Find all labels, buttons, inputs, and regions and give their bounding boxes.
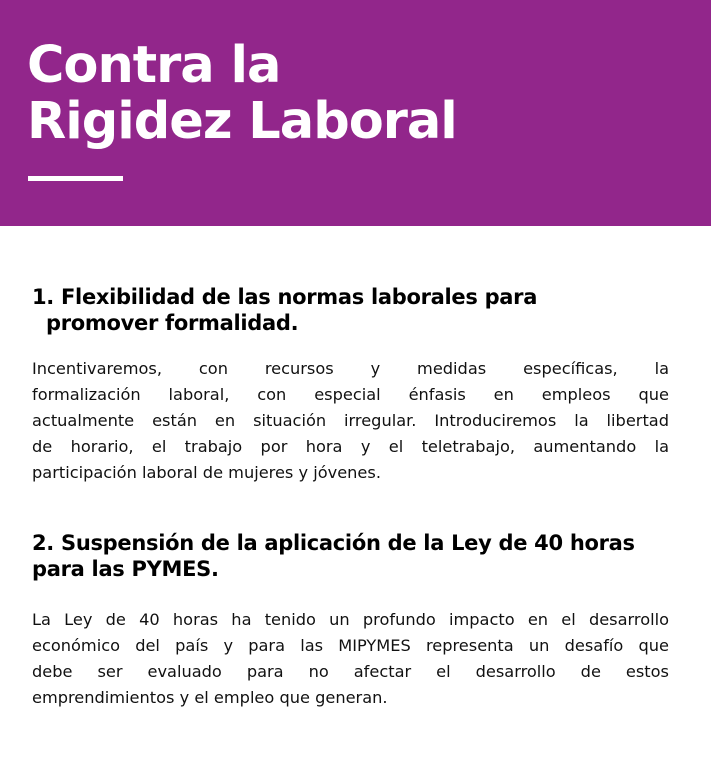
- section-2-heading-line-1: 2. Suspensión de la aplicación de la Ley de 40 horas: [32, 531, 635, 555]
- page-title-line-2: Rigidez Laboral: [27, 92, 457, 151]
- section-1-body: [32, 356, 669, 486]
- section-2-body-line: La Ley de 40 horas ha tenido un profundo impacto en el desarrollo: [32, 610, 669, 629]
- section-1-body-line: participación laboral de mujeres y jóvenes.: [32, 463, 381, 482]
- section-1-body-line: formalización laboral, con especial énfasis en empleos que: [32, 385, 669, 404]
- title-underline: [28, 176, 123, 181]
- page-title: [27, 38, 687, 150]
- section-2-heading: [32, 530, 677, 582]
- section-2-body-line: económico del país y para las MIPYMES representa un desafío que: [32, 636, 669, 655]
- section-2-body-line: emprendimientos y el empleo que generan.: [32, 688, 388, 707]
- page-title-line-1: Contra la: [27, 36, 281, 95]
- section-2-heading-line-2: para las PYMES.: [32, 557, 219, 581]
- section-2-body-line: debe ser evaluado para no afectar el desarrollo de estos: [32, 662, 669, 681]
- section-1-heading: [32, 284, 677, 336]
- section-1-body-line: actualmente están en situación irregular. Introduciremos la libertad: [32, 411, 669, 430]
- section-1-heading-line-2: promover formalidad.: [46, 311, 299, 335]
- section-1-body-line: Incentivaremos, con recursos y medidas específicas, la: [32, 359, 669, 378]
- header-banner: [0, 0, 711, 226]
- section-2-body: [32, 607, 669, 711]
- section-1-body-line: de horario, el trabajo por hora y el teletrabajo, aumentando la: [32, 437, 669, 456]
- section-1-heading-line-1: 1. Flexibilidad de las normas laborales para: [32, 285, 538, 309]
